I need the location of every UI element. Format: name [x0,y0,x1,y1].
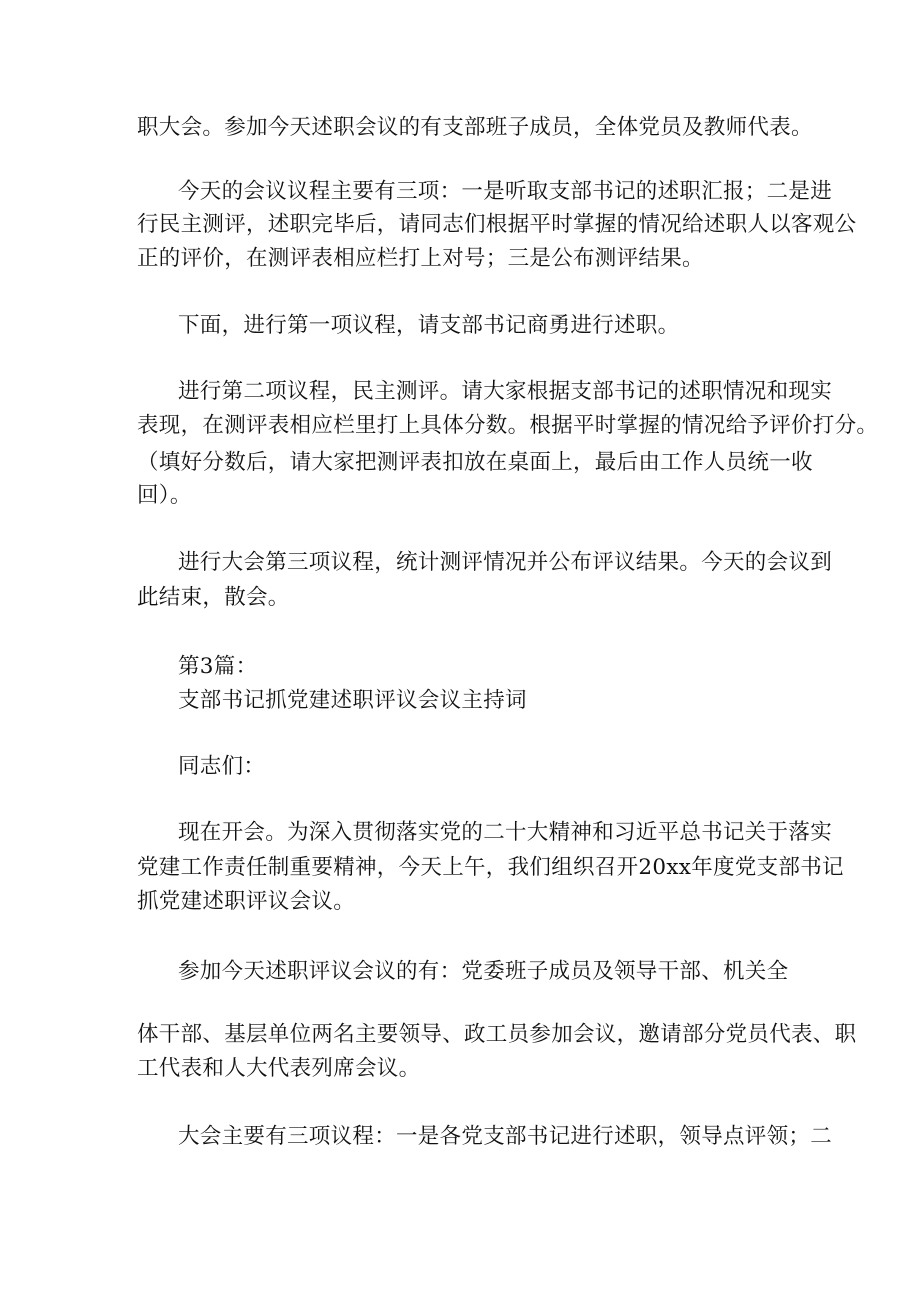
paragraph-line: 党建工作责任制重要精神，今天上午，我们组织召开20xx年度党支部书记 [137,855,844,880]
salutation: 同志们： [178,754,266,779]
paragraph-line: 进行大会第三项议程，统计测评情况并公布评议结果。今天的会议到 [178,550,833,575]
section-title: 支部书记抓党建述职评议会议主持词 [178,688,527,713]
paragraph-line: 下面，进行第一项议程，请支部书记商勇进行述职。 [178,313,680,338]
paragraph-line: 职大会。参加今天述职会议的有支部班子成员，全体党员及教师代表。 [137,115,813,140]
paragraph-line: 此结束，散会。 [137,585,290,610]
paragraph-line: 表现，在测评表相应栏里打上具体分数。根据平时掌握的情况给予评价打分。 [137,413,879,438]
paragraph-line: 工代表和人大代表列席会议。 [137,1056,421,1081]
section-label: 第3篇： [178,654,258,679]
paragraph-line: 参加今天述职评议会议的有：党委班子成员及领导干部、机关全 [178,959,789,984]
paragraph-line: 体干部、基层单位两名主要领导、政工员参加会议，邀请部分党员代表、职 [137,1022,857,1047]
paragraph-line: （填好分数后，请大家把测评表扣放在桌面上，最后由工作人员统一收 [137,450,813,475]
paragraph-line: 今天的会议议程主要有三项：一是听取支部书记的述职汇报；二是进 [178,179,833,204]
paragraph-line: 进行第二项议程，民主测评。请大家根据支部书记的述职情况和现实 [178,379,833,404]
paragraph-line: 大会主要有三项议程：一是各党支部书记进行述职，领导点评领；二 [178,1124,833,1149]
paragraph-line: 抓党建述职评议会议。 [137,889,356,914]
paragraph-line: 正的评价，在测评表相应栏打上对号；三是公布测评结果。 [137,246,704,271]
paragraph-line: 现在开会。为深入贯彻落实党的二十大精神和习近平总书记关于落实 [178,820,833,845]
paragraph-line: 回）。 [137,483,192,508]
paragraph-line: 行民主测评，述职完毕后，请同志们根据平时掌握的情况给述职人以客观公 [137,212,857,237]
